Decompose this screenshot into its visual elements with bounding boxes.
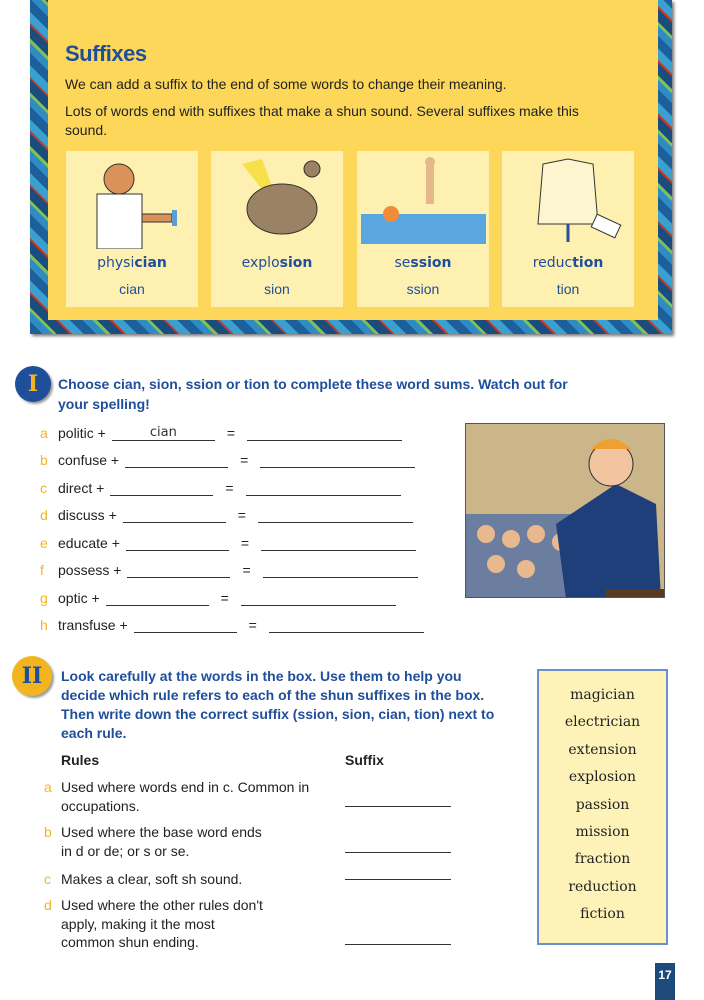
exercise-badge-2: II bbox=[12, 656, 52, 696]
page-title: Suffixes bbox=[65, 41, 147, 66]
explosion-icon bbox=[211, 151, 343, 251]
page-number: 17 bbox=[655, 963, 675, 1000]
suffix-answer-b[interactable] bbox=[345, 852, 451, 853]
base-word: optic + bbox=[58, 590, 100, 606]
suffix-blank[interactable]: cian bbox=[112, 425, 215, 441]
suffix-blank[interactable] bbox=[134, 617, 237, 633]
intro-text: We can add a suffix to the end of some words to change their meaning. bbox=[65, 76, 507, 92]
exercise-2-instruction: decide which rule refers to each of the shun suffixes in the box. bbox=[61, 687, 485, 703]
suffix-answer-d[interactable] bbox=[345, 944, 451, 945]
suffix-card: explosion sion bbox=[211, 151, 343, 307]
suffix-label: sion bbox=[264, 281, 290, 297]
item-letter: a bbox=[44, 779, 52, 795]
answer-blank[interactable] bbox=[263, 562, 418, 578]
equals-sign: = bbox=[242, 562, 251, 578]
suffix-label: ssion bbox=[406, 281, 440, 297]
answer-blank[interactable] bbox=[258, 507, 413, 523]
item-letter: f bbox=[40, 562, 44, 578]
word-sum-row bbox=[40, 586, 402, 606]
suffix-blank[interactable] bbox=[126, 535, 229, 551]
exercise-2-instruction: Look carefully at the words in the box. Use them to help you bbox=[61, 668, 462, 684]
word-box-item: passion bbox=[575, 796, 630, 813]
item-letter: c bbox=[40, 480, 47, 496]
word-sum-row bbox=[40, 558, 424, 578]
rule-text: Used where words end in c. Common in bbox=[61, 779, 310, 795]
equals-sign: = bbox=[237, 507, 246, 523]
item-letter: b bbox=[40, 452, 48, 468]
word-sum-row bbox=[40, 531, 422, 551]
equals-sign: = bbox=[220, 590, 229, 606]
sale-jacket-icon bbox=[502, 151, 634, 251]
item-letter: g bbox=[40, 590, 48, 606]
item-letter: h bbox=[40, 617, 48, 633]
politician-illustration bbox=[465, 423, 665, 598]
equals-sign: = bbox=[225, 480, 234, 496]
suffix-label: cian bbox=[119, 281, 145, 297]
word-box bbox=[537, 669, 668, 945]
exercise-1-instruction-2: your spelling! bbox=[58, 396, 150, 412]
item-letter: b bbox=[44, 824, 52, 840]
rule-item bbox=[44, 896, 263, 952]
item-letter: a bbox=[40, 425, 48, 441]
rules-header: Rules bbox=[61, 752, 100, 768]
rule-text: apply, making it the most bbox=[61, 915, 215, 932]
base-word: confuse + bbox=[58, 452, 120, 468]
item-letter: d bbox=[40, 507, 48, 523]
exercise-1-instruction: Choose cian, sion, ssion or tion to complete these word sums. Watch out for bbox=[58, 376, 568, 392]
suffix-card: reduction tion bbox=[502, 151, 634, 307]
word-box-item: mission bbox=[575, 823, 630, 840]
answer-blank[interactable] bbox=[261, 535, 416, 551]
word-sum-row bbox=[40, 503, 419, 523]
rule-text: Used where the other rules don't bbox=[61, 897, 263, 913]
rule-item bbox=[44, 870, 242, 889]
word-sum-row bbox=[40, 448, 421, 468]
equals-sign: = bbox=[240, 535, 250, 551]
suffix-blank[interactable] bbox=[127, 562, 230, 578]
answer-blank[interactable] bbox=[246, 480, 401, 496]
rule-item bbox=[44, 823, 262, 860]
base-word: politic + bbox=[58, 425, 106, 441]
equals-sign: = bbox=[240, 452, 249, 468]
suffix-card: session ssion bbox=[357, 151, 489, 307]
word-sum-row bbox=[40, 613, 430, 633]
rule-item bbox=[44, 778, 309, 815]
answer-blank[interactable] bbox=[269, 617, 424, 633]
intro-text-2: Lots of words end with suffixes that make a shun sound. Several suffixes make this sound. bbox=[65, 103, 579, 138]
suffix-blank[interactable] bbox=[110, 480, 213, 496]
exercise-2-instruction: each rule. bbox=[61, 725, 127, 741]
suffix-answer-a[interactable] bbox=[345, 806, 451, 807]
equals-sign: = bbox=[226, 425, 236, 441]
answer-blank[interactable] bbox=[260, 452, 415, 468]
answer-blank[interactable] bbox=[241, 590, 396, 606]
rule-text: Used where the base word ends bbox=[61, 824, 262, 840]
suffix-blank[interactable] bbox=[123, 507, 226, 523]
item-letter: d bbox=[44, 897, 52, 913]
word-box-item: electrician bbox=[564, 714, 641, 731]
rule-text: Makes a clear, soft sh sound. bbox=[61, 871, 243, 887]
item-letter: c bbox=[44, 871, 51, 887]
swimming-icon bbox=[357, 151, 489, 251]
suffix-blank[interactable] bbox=[125, 452, 228, 468]
suffix-answer-c[interactable] bbox=[345, 879, 451, 880]
word-sum-row bbox=[40, 476, 407, 496]
equals-sign: = bbox=[248, 617, 257, 633]
word-sum-row bbox=[40, 421, 408, 441]
word-box-item: reduction bbox=[568, 878, 637, 895]
rule-text: common shun ending. bbox=[61, 934, 199, 950]
suffix-blank[interactable] bbox=[106, 590, 209, 606]
answer-blank[interactable] bbox=[247, 425, 402, 441]
exercise-badge-1: I bbox=[15, 366, 51, 402]
word-box-item: explosion bbox=[568, 769, 637, 786]
rule-text: occupations. bbox=[61, 797, 140, 814]
base-word: discuss + bbox=[58, 507, 117, 523]
suffix-header: Suffix bbox=[345, 752, 384, 768]
exercise-2-instruction: Then write down the correct suffix (ssion, sion, cian, tion) next to bbox=[61, 706, 495, 722]
base-word: possess + bbox=[58, 562, 122, 578]
word-box-item: extension bbox=[568, 741, 637, 758]
doctor-icon bbox=[66, 151, 198, 251]
word-box-item: fraction bbox=[574, 851, 631, 868]
base-word: educate + bbox=[58, 535, 120, 551]
rule-text: in d or de; or s or se. bbox=[61, 842, 190, 859]
word-box-item: magician bbox=[570, 687, 635, 703]
suffix-label: tion bbox=[556, 281, 580, 297]
base-word: transfuse + bbox=[58, 617, 128, 633]
word-box-item: fiction bbox=[580, 906, 625, 923]
suffix-card: physician cian bbox=[66, 151, 198, 307]
item-letter: e bbox=[40, 535, 48, 551]
base-word: direct + bbox=[58, 480, 105, 496]
